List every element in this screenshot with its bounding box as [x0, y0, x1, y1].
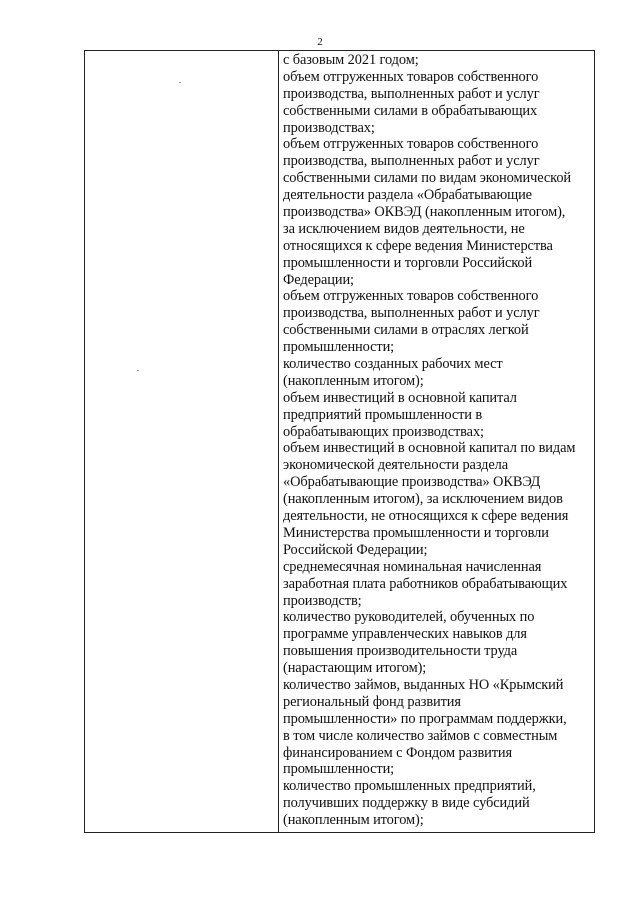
document-table: [84, 50, 595, 833]
scan-speck: [179, 82, 181, 83]
text-line: с базовым 2021 годом;: [283, 52, 419, 68]
text-line: в том числе количество займов с совместным: [283, 727, 558, 744]
text-line: производства, выполненных работ и услуг: [283, 153, 540, 170]
text-line: предприятий промышленности в: [283, 406, 483, 423]
text-line: объем отгруженных товаров собственного: [283, 68, 539, 85]
text-line: обрабатывающих производствах;: [283, 423, 484, 440]
text-line: за исключением видов деятельности, не: [283, 220, 525, 237]
text-line: относящихся к сфере ведения Министерства: [283, 237, 553, 254]
text-line: деятельности раздела «Обрабатывающие: [283, 187, 532, 204]
text-line: (нарастающим итогом);: [283, 660, 427, 677]
text-line: производствах;: [283, 119, 375, 136]
text-line: Российской Федерации;: [283, 541, 428, 558]
text-line: производства, выполненных работ и услуг: [283, 305, 540, 322]
text-line: количество руководителей, обученных по: [283, 609, 535, 626]
text-line: промышленности;: [283, 339, 395, 356]
text-line: количество созданных рабочих мест: [283, 356, 503, 373]
text-line: объем отгруженных товаров собственного: [283, 288, 539, 305]
text-line: промышленности;: [283, 761, 395, 778]
text-line: (накопленным итогом), за исключением видов: [283, 491, 563, 508]
scan-speck: [137, 370, 139, 371]
text-line: объем инвестиций в основной капитал по видам: [283, 440, 576, 457]
text-line: заработная плата работников обрабатывающих: [283, 575, 568, 592]
text-line: объем инвестиций в основной капитал: [283, 389, 517, 406]
text-line: среднемесячная номинальная начисленная: [283, 558, 542, 575]
text-line: собственными силами по видам экономической: [283, 170, 572, 187]
text-line: промышленности» по программам поддержки,: [283, 710, 567, 727]
text-line: производств;: [283, 592, 362, 609]
text-line: промышленности и торговли Российской: [283, 254, 533, 271]
text-line: повышения производительности труда: [283, 643, 518, 660]
text-line: (накопленным итогом);: [283, 812, 424, 829]
text-line: финансированием с Фондом развития: [283, 744, 513, 761]
text-line: Министерства промышленности и торговли: [283, 524, 549, 541]
text-line: количество займов, выданных НО «Крымский: [283, 676, 564, 693]
text-line: деятельности, не относящихся к сфере ведения: [283, 508, 569, 525]
text-line: объем отгруженных товаров собственного: [283, 136, 539, 153]
text-line: (накопленным итогом);: [283, 372, 424, 389]
text-line: «Обрабатывающие производства» ОКВЭД: [283, 474, 541, 491]
text-line: производства, выполненных работ и услуг: [283, 85, 540, 102]
table-left-cell: [85, 51, 279, 832]
text-line: региональный фонд развития: [283, 693, 461, 710]
page-number: 2: [317, 36, 323, 48]
text-line: получивших поддержку в виде субсидий: [283, 795, 530, 812]
text-line: количество промышленных предприятий,: [283, 778, 536, 795]
table-right-cell: [279, 51, 594, 832]
text-line: Федерации;: [283, 271, 354, 288]
text-line: программе управленческих навыков для: [283, 626, 527, 643]
text-line: собственными силами в обрабатывающих: [283, 102, 538, 119]
text-line: производства» ОКВЭД (накопленным итогом),: [283, 204, 566, 221]
text-line: экономической деятельности раздела: [283, 457, 509, 474]
text-line: собственными силами в отраслях легкой: [283, 322, 529, 339]
